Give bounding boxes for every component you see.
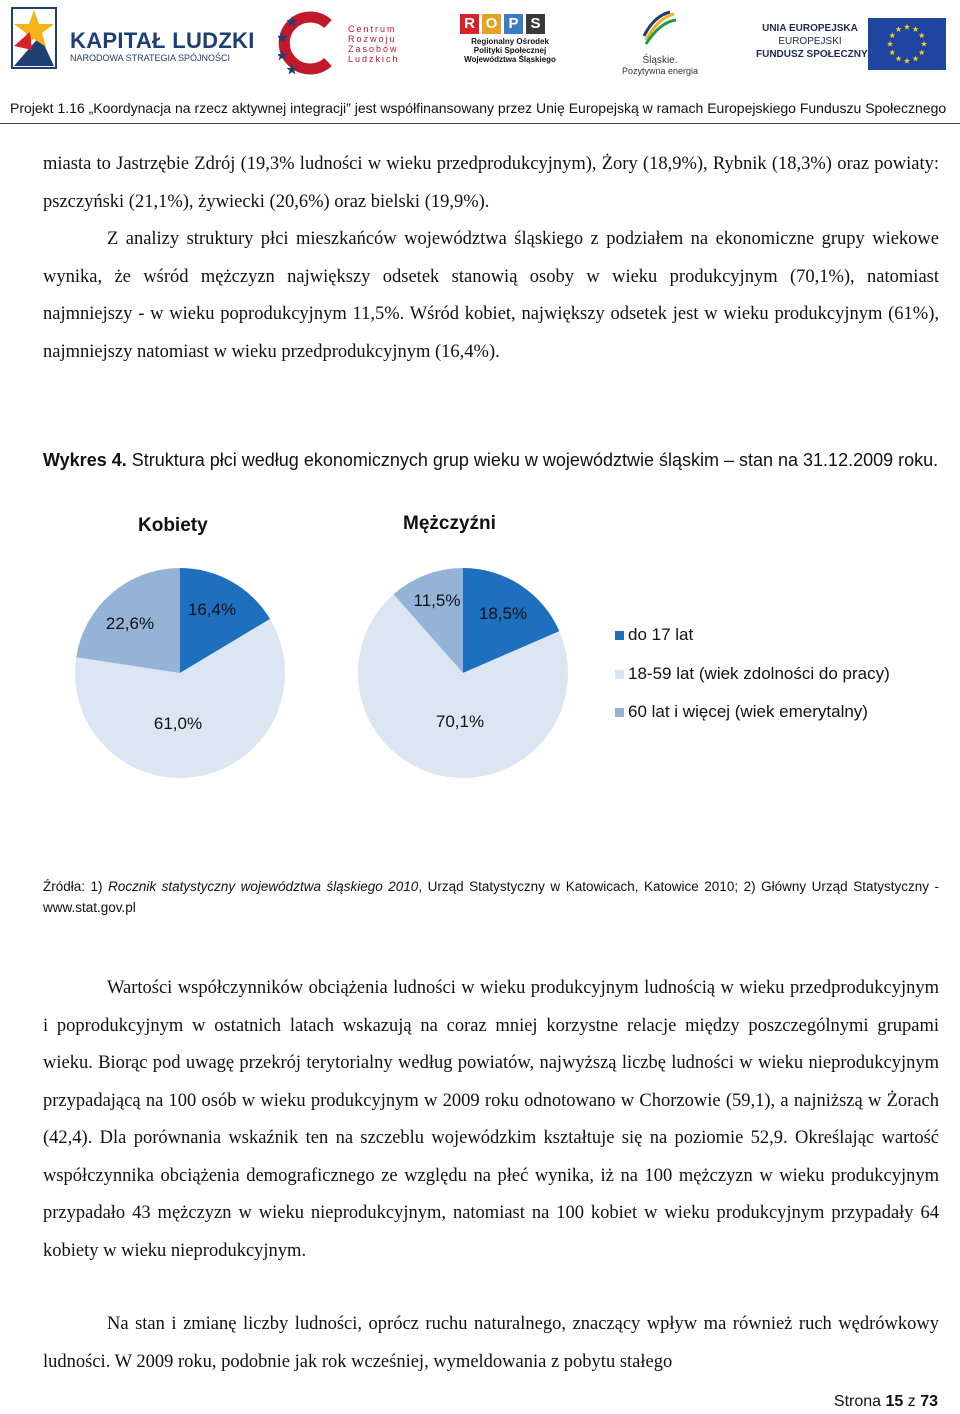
pie-charts-svg [60,505,600,790]
slaskie-name: Śląskie. [642,55,678,66]
ue-text: UNIA EUROPEJSKA EUROPEJSKI FUNDUSZ SPOŁECZNY [756,23,868,60]
rops-text: Regionalny Ośrodek Polityki Społecznej Województwa Śląskiego [464,37,556,64]
legend-swatch-2 [615,708,624,717]
figure-caption [43,448,939,472]
page-total: 73 [920,1393,938,1410]
pie-charts [60,505,940,790]
paragraph-2: Z analizy struktury płci mieszkańców województwa śląskiego z podziałem na ekonomiczne grupy wiekowe wynika, że wśród mężczyzn największy odsetek stanowią osoby w wieku produkcyjnym (70,1%), natomiast najmniejszy - w wieku poprodukcyjnym 11,5%. Wśród kobiet, największy odsetek jest w wieku produkcyjnym (61%), najmniejszy natomiast w wieku przedprodukcyjnym (16,4%). [43,229,939,362]
eu-star [919,32,925,38]
legend-label-0: do 17 lat [628,625,694,644]
crzl-text: Centrum Rozwoju Zasobów Ludzkich [348,24,400,64]
eu-star [919,49,925,55]
slaskie-logo [620,10,700,76]
rops-letter-s: S [526,14,545,34]
kapital-ludzki-star-icon [10,6,62,72]
chart-title-mezczyzni: Mężczyźni [403,513,496,534]
eu-star [887,41,893,47]
legend-label-2: 60 lat i więcej (wiek emerytalny) [628,702,868,721]
ue-efs-logo [752,16,948,72]
project-line: Projekt 1.16 „Koordynacja na rzecz aktywnej integracji” jest współfinansowany przez Unię Europejską w ramach Europejskiego Funduszu Społecznego [10,100,947,116]
rops-letters [460,14,568,34]
pie-label-kobiety-2: 22,6% [105,614,155,633]
crzl-emblem-icon [278,10,346,76]
eu-flag-icon [868,18,946,70]
source-note [43,876,939,918]
figure-caption-label: Wykres 4. [43,450,127,470]
paragraph-3: Wartości współczynników obciążenia ludności w wieku produkcyjnym ludnością w wieku przedprodukcyjnym i poprodukcyjnym w ostatnich latach wskazują na coraz mniej korzystne relacje między poszczególnymi grupami wieku. Biorąc pod uwagę przekrój terytorialny według powiatów, najwyższą liczbę ludności w wieku nieprodukcyjnym przypadającą na 100 osób w wieku produkcyjnym w 2009 roku odnotowano w Chorzowie (59,1), a najniższą w Żorach (42,4). Dla porównania wskaźnik ten na szczeblu wojewódzkim kształtuje się na poziomie 52,9. Określając wartość współczynnika obciążenia demograficznego ze względu na płeć wynika, iż na 100 mężczyzn w wieku produkcyjnym przypadało 43 mężczyzn w wieku nieprodukcyjnym, natomiast na 100 kobiet w wieku produkcyjnym przypadały 64 kobiety w wieku nieprodukcyjnym. [43,978,939,1261]
header-logos [0,0,960,96]
pie-label-mezczyzni-0: 18,5% [478,604,528,623]
legend-swatch-1 [615,670,624,679]
paragraph-4: Na stan i zmianę liczby ludności, oprócz ruchu naturalnego, znaczący wpływ ma również ruch wędrówkowy ludności. W 2009 roku, podobnie jak rok wcześniej, wymeldowania z pobytu stałego [43,1314,939,1372]
eu-star [895,26,901,32]
slaskie-waves-icon [640,10,680,46]
pie-label-mezczyzni-1: 70,1% [435,712,485,731]
slaskie-slogan: Pozytywna energia [621,66,699,76]
legend-item-1 [615,664,935,703]
rops-letter-p: P [504,14,523,34]
eu-star [921,41,927,47]
source-suffix: , Urząd Statystyczny w Katowicach, Katowice 2010; 2) Główny Urząd Statystyczny - www.stat.gov.pl [43,879,940,915]
kapital-ludzki-subtitle: NARODOWA STRATEGIA SPÓJNOŚCI [70,53,231,63]
source-prefix: Źródła: 1) [43,879,109,894]
chart-title-kobiety: Kobiety [138,515,208,536]
pie-label-kobiety-1: 61,0% [153,714,203,733]
kapital-ludzki-title: KAPITAŁ LUDZKI [70,28,255,53]
eu-star [912,56,918,62]
page-number: Strona 15 z 73 [833,1393,938,1410]
rops-letter-o: O [482,14,501,34]
kapital-ludzki-logo [10,6,255,76]
legend-item-2 [615,702,935,741]
eu-star [889,32,895,38]
rops-logo [452,14,568,72]
legend-swatch-0 [615,631,624,640]
legend-label-1: 18-59 lat (wiek zdolności do pracy) [628,663,890,683]
eu-star [895,56,901,62]
paragraph-1: miasta to Jastrzębie Zdrój (19,3% ludności w wieku przedprodukcyjnym), Żory (18,9%), Rybnik (18,3%) oraz powiaty: pszczyński (21,1%), żywiecki (20,6%) oraz bielski (19,9%). [43,154,939,212]
crzl-logo [278,10,406,76]
header-divider [0,123,960,124]
eu-star [904,58,910,64]
source-title: Rocznik statystyczny województwa śląskiego 2010 [108,879,419,894]
eu-star [912,26,918,32]
page-current: 15 [885,1393,904,1410]
eu-star [904,24,910,30]
legend-item-0 [615,625,935,664]
chart-legend [615,625,935,741]
eu-star [889,49,895,55]
pie-label-mezczyzni-2: 11,5% [413,591,461,610]
figure-caption-text: Struktura płci według ekonomicznych grup wieku w województwie śląskim – stan na 31.12.2009 roku. [126,450,939,470]
pie-label-kobiety-0: 16,4% [187,600,237,619]
rops-letter-r: R [460,14,479,34]
